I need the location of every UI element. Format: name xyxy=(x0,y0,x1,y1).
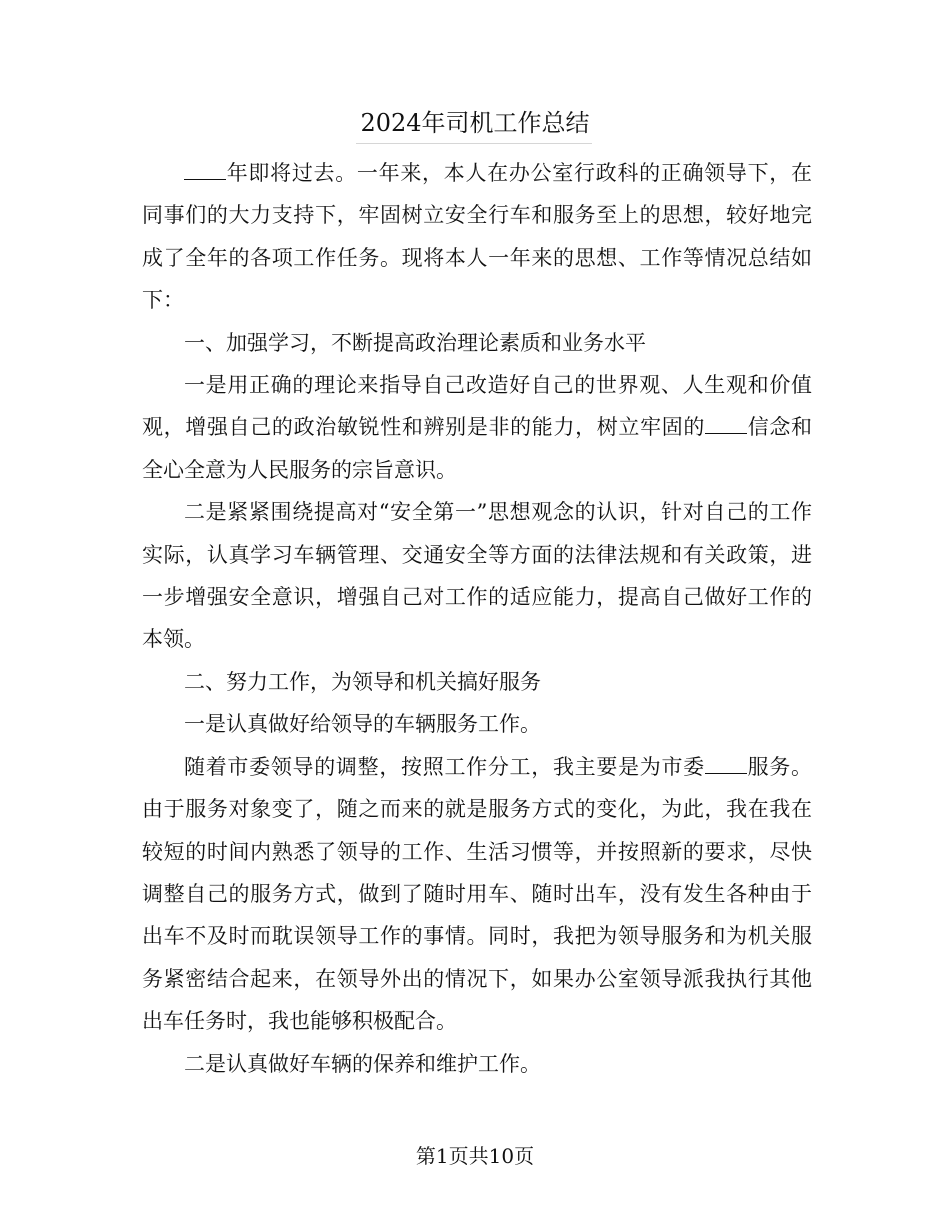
paragraph-service-1: 一是认真做好给领导的车辆服务工作。 xyxy=(184,712,541,737)
document-title: 2024年司机工作总结 xyxy=(360,109,590,137)
fill-in-blank xyxy=(705,411,747,434)
paragraph-service-2: 二是认真做好车辆的保养和维护工作。 xyxy=(184,1051,541,1076)
section-heading-1: 一、加强学习，不断提高政治理论素质和业务水平 xyxy=(184,330,646,355)
fill-in-blank xyxy=(184,157,226,180)
title-underline xyxy=(356,143,592,144)
paragraph-study-1: 一是用正确的理论来指导自己改造好自己的世界观、人生观和价值观，增强自己的政治敏锐性和辨别是非的能力，树立牢固的 信念和全心全意为人民服务的宗旨意识。 xyxy=(142,373,813,482)
page-number-footer: 第1页共10页 xyxy=(415,1144,535,1168)
fill-in-blank xyxy=(705,751,747,774)
paragraph-study-2: 二是紧紧围绕提高对“安全第一”思想观念的认识，针对自己的工作实际，认真学习车辆管理、交通安全等方面的法律法规和有关政策，进一步增强安全意识，增强自己对工作的适应能力，提高自己做好工作的本领。 xyxy=(142,500,812,652)
document-body xyxy=(142,152,812,1085)
paragraph-service-detail: 随着市委领导的调整，按照工作分工，我主要是为市委 服务。由于服务对象变了，随之而来的就是服务方式的变化，为此，我在我在较短的时间内熟悉了领导的工作、生活习惯等，并按照新的要求，尽快调整自己的服务方式，做到了随时用车、随时出车，没有发生各种由于出车不及时而耽误领导工作的事情。同时，我把为领导服务和为机关服务紧密结合起来，在领导外出的情况下，如果办公室领导派我执行其他出车任务时，我也能够积极配合。 xyxy=(142,746,812,1043)
section-heading-2: 二、努力工作，为领导和机关搞好服务 xyxy=(184,669,541,694)
paragraph-intro: 年即将过去。一年来，本人在办公室行政科的正确领导下，在同事们的大力支持下，牢固树立安全行车和服务至上的思想，较好地完成了全年的各项工作任务。现将本人一年来的思想、工作等情况总结如下： xyxy=(142,152,812,322)
